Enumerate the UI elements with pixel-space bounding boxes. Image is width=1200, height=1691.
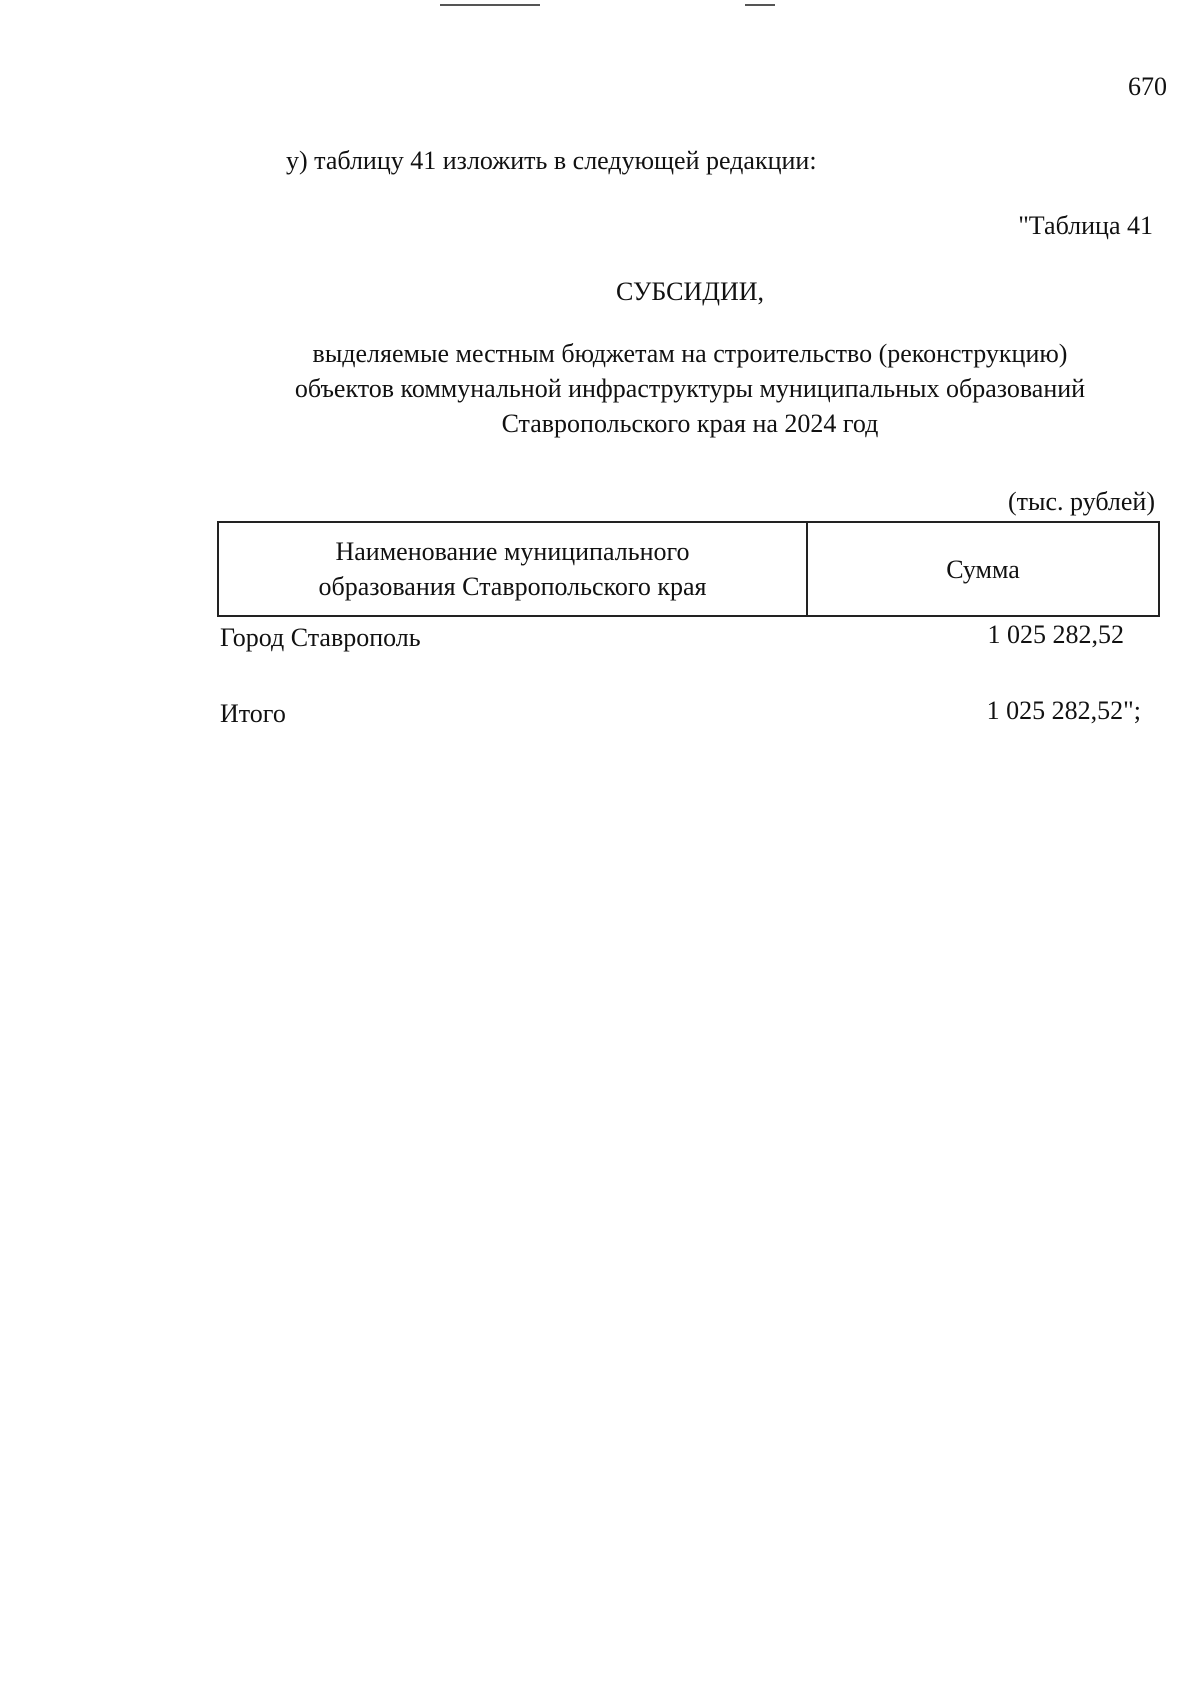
- header-municipality-line-1: Наименование муниципального: [335, 537, 690, 566]
- subsidy-table-header: [217, 521, 1160, 617]
- document-title: СУБСИДИИ,: [615, 277, 765, 306]
- subtitle-line-2: объектов коммунальной инфраструктуры муниципальных образований: [294, 374, 1086, 403]
- total-amount: 1 025 282,52";: [986, 696, 1141, 725]
- header-municipality-line-2: образования Ставропольского края: [318, 572, 707, 601]
- header-amount: Сумма: [807, 522, 1159, 616]
- subtitle-line-1: выделяемые местным бюджетам на строительство (реконструкцию): [312, 339, 1068, 368]
- total-label: Итого: [220, 699, 286, 728]
- header-municipality: [218, 522, 807, 616]
- row-amount: 1 025 282,52: [987, 620, 1124, 649]
- units-label: (тыс. рублей): [1007, 487, 1155, 516]
- row-name: Город Ставрополь: [220, 623, 421, 652]
- scan-artifact: [440, 4, 540, 6]
- intro-text: у) таблицу 41 изложить в следующей редакции:: [286, 146, 817, 175]
- subtitle-line-3: Ставропольского края на 2024 год: [501, 409, 879, 438]
- table-label: "Таблица 41: [1018, 211, 1153, 240]
- scan-artifact: [745, 4, 775, 6]
- page-number: 670: [1128, 72, 1167, 101]
